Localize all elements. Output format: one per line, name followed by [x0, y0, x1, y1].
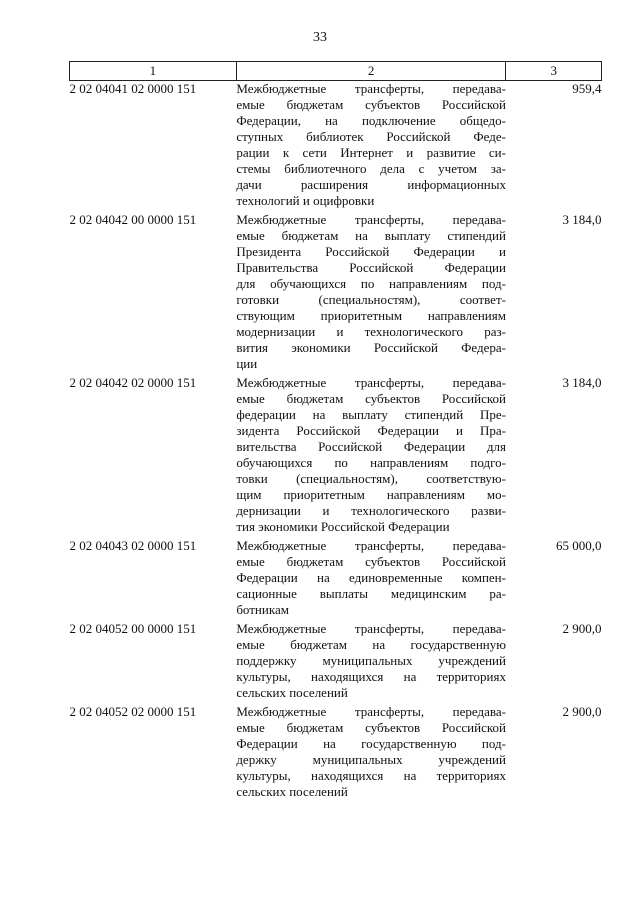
- description-line: сельских поселений: [236, 784, 348, 799]
- description-line: поддержку муниципальных учреждений: [236, 653, 506, 668]
- amount-value: 65 000,0: [556, 538, 602, 553]
- classification-code: 2 02 04052 00 0000 151: [69, 621, 197, 636]
- classification-code: 2 02 04052 02 0000 151: [69, 704, 197, 719]
- description-line: емые бюджетам на выплату стипендий: [236, 228, 506, 243]
- description-line: рации к сети Интернет и развитие си-: [236, 145, 506, 160]
- description-line: товки (специальностям), соответствую-: [236, 471, 506, 486]
- transfer-description: [236, 621, 506, 704]
- description-line: готовки (специальностям), соответ-: [236, 292, 506, 307]
- table-row: [70, 704, 602, 803]
- transfer-description: [236, 538, 506, 621]
- amount-value: 2 900,0: [562, 621, 602, 636]
- description-line: емые бюджетам субъектов Российской: [236, 720, 506, 735]
- description-line: дернизации и технологического разви-: [236, 503, 506, 518]
- description-line: Межбюджетные трансферты, передава-: [236, 212, 506, 227]
- transfer-description: [236, 375, 506, 538]
- description-line: ции: [236, 356, 258, 371]
- description-line: обучающихся по направлениям подго-: [236, 455, 506, 470]
- table-body: [70, 81, 602, 804]
- description-line: Федерации на государственную под-: [236, 736, 506, 751]
- description-line: зидента Российской Федерации и Пра-: [236, 423, 506, 438]
- column-header-code: 1: [70, 62, 237, 81]
- amount-value: 3 184,0: [562, 212, 602, 227]
- description-line: дачи расширения информационных: [236, 177, 506, 192]
- description-line: щим приоритетным направлениям мо-: [236, 487, 506, 502]
- description-line: Президента Российской Федерации и: [236, 244, 506, 259]
- table-row: [70, 212, 602, 375]
- transfer-description: [236, 81, 506, 213]
- description-line: Федерации, на подключение общедо-: [236, 113, 506, 128]
- description-line: Межбюджетные трансферты, передава-: [236, 81, 506, 96]
- classification-code: 2 02 04042 00 0000 151: [69, 212, 197, 227]
- table-row: [70, 375, 602, 538]
- description-line: Межбюджетные трансферты, передава-: [236, 621, 506, 636]
- classification-code: 2 02 04043 02 0000 151: [69, 538, 197, 553]
- classification-code: 2 02 04041 02 0000 151: [69, 81, 197, 96]
- description-line: Межбюджетные трансферты, передава-: [236, 375, 506, 390]
- description-line: тия экономики Российской Федерации: [236, 519, 450, 534]
- header-row: [70, 62, 602, 81]
- description-line: держку муниципальных учреждений: [236, 752, 506, 767]
- description-line: сельских поселений: [236, 685, 348, 700]
- description-line: стемы библиотечного дела с учетом за-: [236, 161, 506, 176]
- description-line: для обучающихся по направлениям под-: [236, 276, 506, 291]
- description-line: сационные выплаты медицинским ра-: [236, 586, 506, 601]
- description-line: культуры, находящихся на территориях: [236, 669, 506, 684]
- classification-code: 2 02 04042 02 0000 151: [69, 375, 197, 390]
- description-line: технологий и оцифровки: [236, 193, 375, 208]
- description-line: ботникам: [236, 602, 289, 617]
- description-line: ступных библиотек Российской Феде-: [236, 129, 506, 144]
- transfer-description: [236, 212, 506, 375]
- description-line: Межбюджетные трансферты, передава-: [236, 538, 506, 553]
- description-line: вития экономики Российской Федера-: [236, 340, 506, 355]
- description-line: ствующим приоритетным направлениям: [236, 308, 506, 323]
- description-line: емые бюджетам субъектов Российской: [236, 554, 506, 569]
- description-line: емые бюджетам субъектов Российской: [236, 97, 506, 112]
- description-line: культуры, находящихся на территориях: [236, 768, 506, 783]
- amount-value: 3 184,0: [562, 375, 602, 390]
- description-line: модернизации и технологического раз-: [236, 324, 506, 339]
- amount-value: 2 900,0: [562, 704, 602, 719]
- transfer-description: [236, 704, 506, 803]
- table-header: [70, 62, 602, 81]
- column-header-description: 2: [236, 62, 506, 81]
- amount-value: 959,4: [572, 81, 602, 96]
- column-header-amount: 3: [506, 62, 602, 81]
- table-row: [70, 538, 602, 621]
- description-line: Федерации на единовременные компен-: [236, 570, 506, 585]
- description-line: емые бюджетам субъектов Российской: [236, 391, 506, 406]
- table-row: [70, 621, 602, 704]
- description-line: вительства Российской Федерации для: [236, 439, 506, 454]
- budget-table: [69, 61, 602, 803]
- description-line: федерации на выплату стипендий Пре-: [236, 407, 506, 422]
- description-line: Правительства Российской Федерации: [236, 260, 506, 275]
- description-line: Межбюджетные трансферты, передава-: [236, 704, 506, 719]
- description-line: емые бюджетам на государственную: [236, 637, 506, 652]
- table-row: [70, 81, 602, 213]
- page-number: 33: [313, 30, 327, 45]
